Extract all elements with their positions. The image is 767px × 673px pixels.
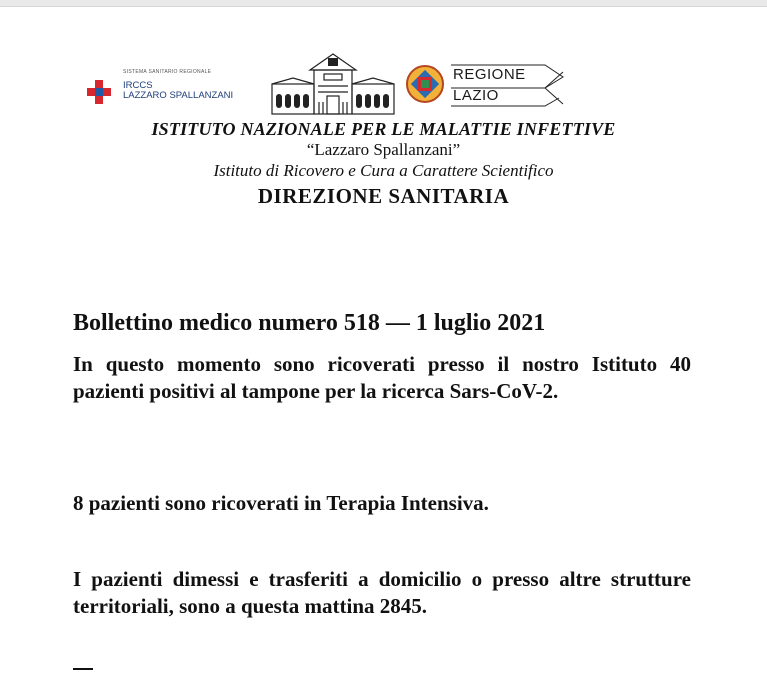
irccs-logo-name	[123, 81, 233, 101]
institute-name: ISTITUTO NAZIONALE PER LE MALATTIE INFETTIVE	[151, 119, 616, 139]
irccs-logo-line1: IRCCS	[123, 80, 153, 91]
institute-quote: “Lazzaro Spallanzani”	[306, 140, 461, 159]
irccs-logo-small-text: SISTEMA SANITARIO REGIONALE	[123, 69, 212, 75]
lazio-logo-line2: LAZIO	[453, 87, 499, 104]
irccs-logo-line2: LAZZARO SPALLANZANI	[123, 90, 234, 101]
lazio-emblem-icon	[405, 64, 445, 104]
department-title: DIREZIONE SANITARIA	[257, 184, 510, 208]
bulletin-title: Bollettino medico numero 518 — 1 luglio 2021	[73, 310, 546, 336]
irccs-spallanzani-logo	[85, 64, 260, 104]
bulletin-paragraph-patients: In questo momento sono ricoverati presso il nostro Istituto 40 pazienti positivi al tampone per la ricerca Sars-CoV-2.	[73, 352, 691, 403]
bulletin-paragraph-discharged: I pazienti dimessi e trasferiti a domicilio o presso altre strutture territoriali, sono a questa mattina 2845.	[73, 567, 691, 618]
institute-header	[0, 118, 767, 210]
institute-type: Istituto di Ricovero e Cura a Carattere Scientifico	[213, 161, 554, 180]
top-border	[0, 0, 767, 7]
lazio-logo-line1: REGIONE	[453, 66, 526, 83]
lazio-logo-text	[453, 66, 526, 105]
logo-row	[0, 50, 767, 116]
trailing-dash	[73, 668, 93, 670]
regione-lazio-logo	[405, 64, 565, 108]
institute-building-icon	[270, 50, 396, 116]
bulletin-paragraph-intensive-care: 8 pazienti sono ricoverati in Terapia Intensiva.	[73, 491, 489, 515]
red-cross-icon	[87, 80, 111, 104]
